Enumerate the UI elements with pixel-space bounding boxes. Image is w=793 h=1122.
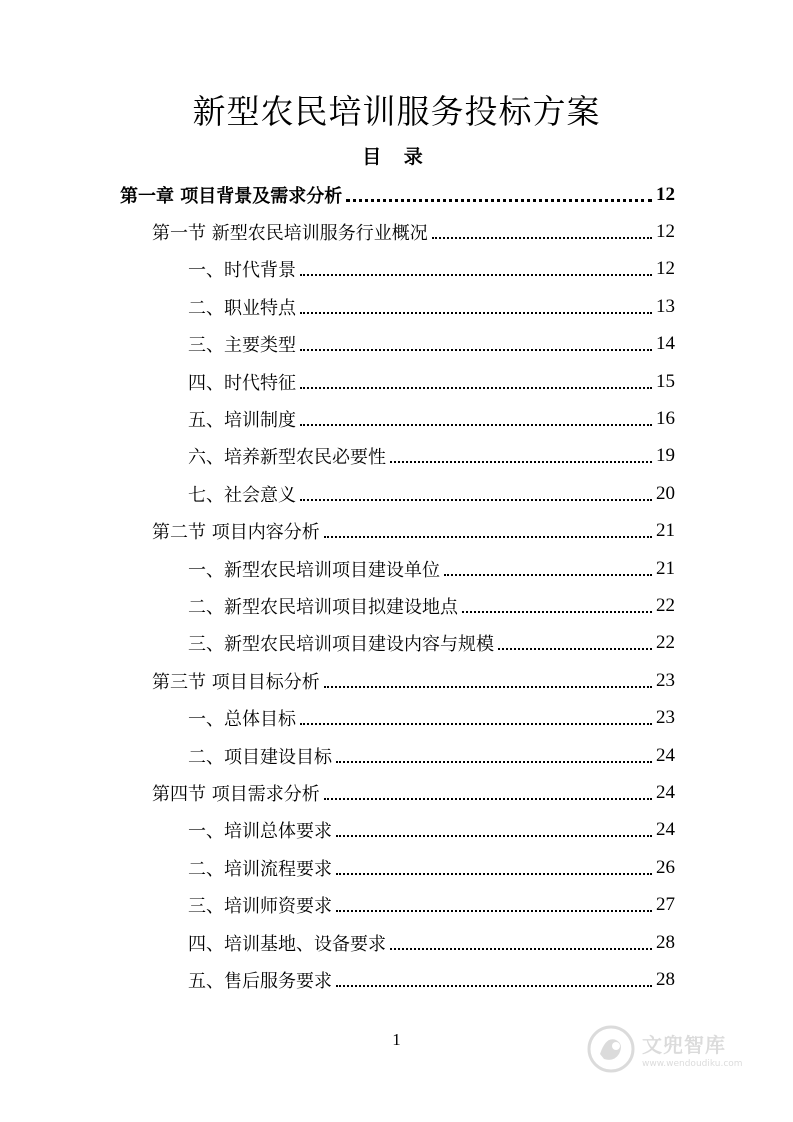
toc-leader-dots [336,985,652,987]
toc-entry-label: 二、职业特点 [188,297,296,319]
toc-entry-page: 16 [656,408,675,430]
toc-entry-page: 12 [656,183,675,205]
toc-entry-page: 28 [656,931,675,953]
toc-leader-dots [336,910,652,912]
toc-leader-dots [346,199,652,202]
toc-entry-item[interactable] [0,886,793,923]
toc-entry-page: 19 [656,445,675,467]
toc-entry-section[interactable] [0,513,793,550]
toc-entry-page: 26 [656,856,675,878]
toc-leader-dots [300,424,652,426]
toc-entry-label: 五、培训制度 [188,410,296,432]
toc-entry-label: 五、售后服务要求 [188,970,332,992]
toc-leader-dots [336,873,652,875]
toc-entry-label: 第一章 项目背景及需求分析 [120,185,343,207]
wendou-logo-icon [586,1024,636,1074]
toc-entry-item[interactable] [0,625,793,662]
toc-leader-dots [300,349,652,351]
toc-entry-item[interactable] [0,550,793,587]
toc-entry-page: 22 [656,632,675,654]
toc-leader-dots [336,761,652,763]
toc-entry-item[interactable] [0,363,793,400]
toc-entry-label: 四、培训基地、设备要求 [188,933,386,955]
toc-entry-section[interactable] [0,774,793,811]
toc-entry-item[interactable] [0,587,793,624]
toc-entry-item[interactable] [0,699,793,736]
toc-entry-label: 七、社会意义 [188,484,296,506]
toc-entry-section[interactable] [0,662,793,699]
page-number: 1 [392,1030,401,1049]
toc-entry-label: 一、新型农民培训项目建设单位 [188,559,440,581]
toc-entry-item[interactable] [0,326,793,363]
toc-leader-dots [498,648,652,650]
toc-entry-page: 22 [656,594,675,616]
toc-entry-label: 第一节 新型农民培训服务行业概况 [152,223,428,245]
toc-entry-item[interactable] [0,924,793,961]
toc-entry-page: 15 [656,370,675,392]
toc-entry-label: 第四节 项目需求分析 [152,783,320,805]
toc-entry-label: 三、主要类型 [188,335,296,357]
toc-entry-item[interactable] [0,961,793,998]
toc-entry-item[interactable] [0,288,793,325]
toc-entry-label: 第三节 项目目标分析 [152,671,320,693]
toc-entry-page: 24 [656,781,675,803]
toc-entry-label: 第二节 项目内容分析 [152,522,320,544]
toc-entry-page: 28 [656,968,675,990]
toc-entry-page: 14 [656,333,675,355]
toc-leader-dots [390,461,652,463]
toc-entry-chapter[interactable] [0,176,793,213]
toc-entry-page: 13 [656,295,675,317]
table-of-contents [0,176,793,999]
toc-leader-dots [462,611,652,613]
toc-entry-page: 24 [656,819,675,841]
toc-entry-page: 12 [656,221,675,243]
toc-heading: 目 录 [362,146,431,168]
toc-leader-dots [300,274,652,276]
toc-entry-page: 20 [656,482,675,504]
toc-entry-page: 24 [656,744,675,766]
toc-leader-dots [432,237,652,239]
toc-entry-item[interactable] [0,251,793,288]
toc-leader-dots [300,312,652,314]
toc-entry-page: 21 [656,557,675,579]
toc-entry-item[interactable] [0,400,793,437]
toc-leader-dots [324,798,652,800]
toc-entry-page: 23 [656,707,675,729]
toc-leader-dots [324,686,652,688]
toc-entry-page: 12 [656,258,675,280]
toc-entry-label: 四、时代特征 [188,372,296,394]
toc-leader-dots [444,574,652,576]
watermark-url: www.wendoudiku.com [642,1059,743,1069]
toc-leader-dots [300,387,652,389]
toc-entry-label: 一、时代背景 [188,260,296,282]
toc-entry-label: 六、培养新型农民必要性 [188,447,386,469]
toc-leader-dots [300,499,652,501]
toc-entry-label: 二、项目建设目标 [188,746,332,768]
watermark-name: 文兜智库 [642,1033,726,1057]
toc-entry-item[interactable] [0,475,793,512]
toc-entry-item[interactable] [0,438,793,475]
toc-entry-section[interactable] [0,213,793,250]
toc-entry-label: 二、培训流程要求 [188,858,332,880]
watermark [586,1020,756,1078]
toc-entry-item[interactable] [0,849,793,886]
toc-entry-page: 27 [656,894,675,916]
toc-entry-label: 一、总体目标 [188,709,296,731]
toc-leader-dots [300,723,652,725]
toc-entry-page: 23 [656,669,675,691]
toc-entry-item[interactable] [0,737,793,774]
toc-entry-page: 21 [656,520,675,542]
document-title: 新型农民培训服务投标方案 [192,92,601,131]
toc-entry-item[interactable] [0,812,793,849]
toc-entry-label: 三、培训师资要求 [188,896,332,918]
toc-entry-label: 三、新型农民培训项目建设内容与规模 [188,634,494,656]
toc-leader-dots [324,536,652,538]
toc-leader-dots [390,948,652,950]
toc-entry-label: 一、培训总体要求 [188,821,332,843]
toc-entry-label: 二、新型农民培训项目拟建设地点 [188,596,458,618]
toc-leader-dots [336,835,652,837]
